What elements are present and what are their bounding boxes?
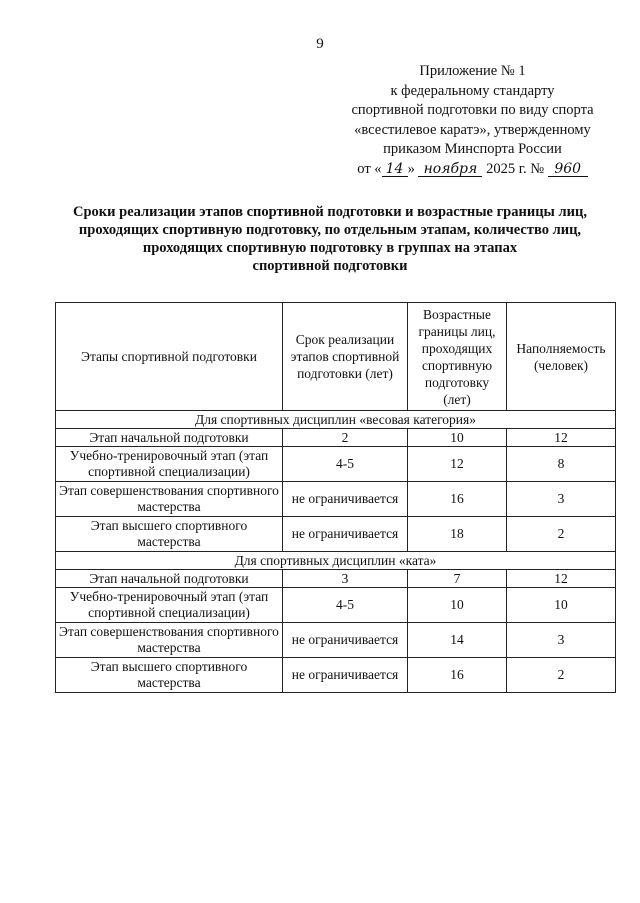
appendix-line-5: приказом Минспорта России (383, 141, 562, 157)
cell-stage: Этап совершенствования спортивного мастерства (56, 482, 283, 517)
cell-age: 10 (408, 429, 507, 447)
cell-age: 16 (408, 658, 507, 693)
cell-age: 14 (408, 623, 507, 658)
section-row (56, 411, 616, 429)
cell-stage: Учебно-тренировочный этап (этап спортивной специализации) (56, 588, 283, 623)
header-term: Срок реализации этапов спортивной подготовки (лет) (283, 303, 408, 411)
header-age: Возрастные границы лиц, проходящих спортивную подготовку (лет) (408, 303, 507, 411)
cell-stage: Этап высшего спортивного мастерства (56, 517, 283, 552)
table-row (56, 517, 616, 552)
cell-age: 16 (408, 482, 507, 517)
cell-term: 2 (283, 429, 408, 447)
order-day: 14 (382, 162, 408, 177)
cell-term: не ограничивается (283, 623, 408, 658)
cell-term: 4-5 (283, 588, 408, 623)
table-row (56, 588, 616, 623)
table-row (56, 447, 616, 482)
cell-age: 7 (408, 570, 507, 588)
appendix-line-1: Приложение № 1 (419, 63, 526, 79)
cell-stage: Этап совершенствования спортивного мастерства (56, 623, 283, 658)
cell-count: 10 (507, 588, 616, 623)
order-month: ноября (418, 162, 482, 177)
cell-count: 8 (507, 447, 616, 482)
cell-term: 3 (283, 570, 408, 588)
order-number: 960 (548, 162, 588, 177)
cell-stage: Этап высшего спортивного мастерства (56, 658, 283, 693)
appendix-header (330, 62, 615, 179)
title-line-3: проходящих спортивную подготовку в группах на этапах (142, 240, 518, 256)
title-line-2: проходящих спортивную подготовку, по отдельным этапам, количество лиц, (78, 222, 582, 238)
cell-age: 10 (408, 588, 507, 623)
cell-stage: Этап начальной подготовки (56, 570, 283, 588)
appendix-line-4: «всестилевое каратэ», утвержденному (354, 121, 591, 138)
stages-table (55, 302, 616, 693)
order-line (330, 160, 615, 180)
section-title: Для спортивных дисциплин «весовая категория» (56, 411, 616, 429)
cell-count: 12 (507, 429, 616, 447)
cell-stage: Учебно-тренировочный этап (этап спортивной специализации) (56, 447, 283, 482)
appendix-line-2: к федеральному стандарту (390, 82, 555, 99)
order-prefix: от « (357, 160, 382, 177)
section-row (56, 552, 616, 570)
cell-count: 2 (507, 517, 616, 552)
cell-term: не ограничивается (283, 517, 408, 552)
title-line-1: Сроки реализации этапов спортивной подготовки и возрастные границы лиц, (73, 204, 587, 220)
cell-term: 4-5 (283, 447, 408, 482)
section-title: Для спортивных дисциплин «ката» (56, 552, 616, 570)
appendix-line-3: спортивной подготовки по виду спорта (351, 102, 594, 118)
cell-count: 3 (507, 623, 616, 658)
table-row (56, 658, 616, 693)
document-title (60, 203, 600, 275)
order-year: 2025 г. № (486, 160, 545, 177)
cell-age: 12 (408, 447, 507, 482)
table-row (56, 429, 616, 447)
table-row (56, 623, 616, 658)
table-header-row (56, 303, 616, 411)
header-count: Наполняемость (человек) (507, 303, 616, 411)
cell-count: 3 (507, 482, 616, 517)
cell-count: 2 (507, 658, 616, 693)
header-stage: Этапы спортивной подготовки (56, 303, 283, 411)
table-row (56, 570, 616, 588)
cell-term: не ограничивается (283, 658, 408, 693)
order-mid: » (407, 160, 415, 177)
page-number: 9 (316, 36, 324, 52)
cell-count: 12 (507, 570, 616, 588)
table-row (56, 482, 616, 517)
cell-age: 18 (408, 517, 507, 552)
cell-stage: Этап начальной подготовки (56, 429, 283, 447)
cell-term: не ограничивается (283, 482, 408, 517)
title-line-4: спортивной подготовки (252, 258, 408, 274)
